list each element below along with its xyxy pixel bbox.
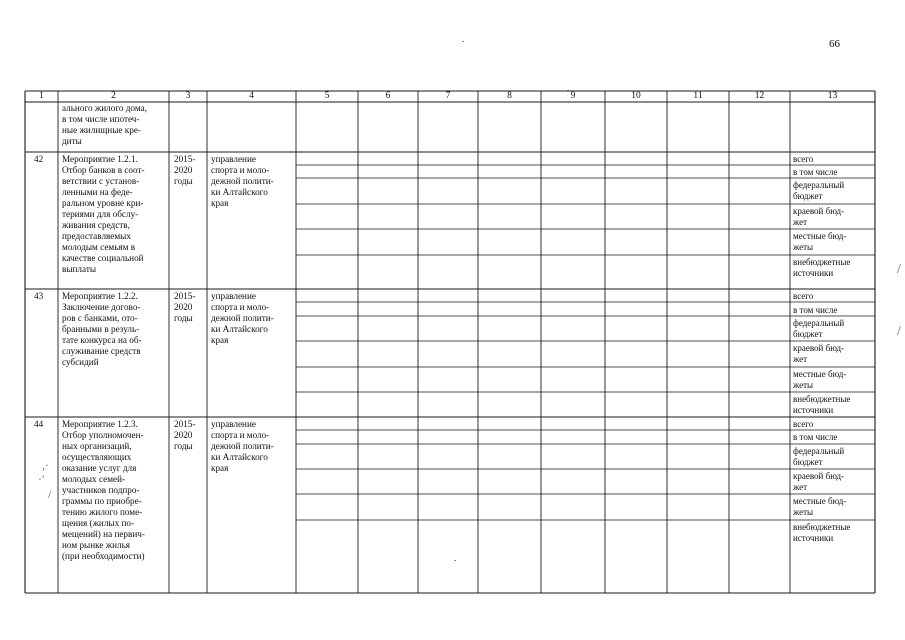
executor-line: управление bbox=[211, 419, 256, 429]
source-label: в том числе bbox=[793, 305, 838, 315]
source-label: федеральный bbox=[793, 446, 845, 456]
executor-line: спорта и моло- bbox=[211, 430, 270, 440]
row-number: 43 bbox=[34, 291, 44, 301]
measure-name-line: териями для обслу- bbox=[62, 209, 139, 219]
measure-name-line: ветствии с установ- bbox=[62, 176, 140, 186]
margin-mark: / bbox=[48, 487, 52, 501]
measure-name-line: молодых семей- bbox=[62, 474, 126, 484]
measure-name-line: (при необходимости) bbox=[62, 551, 145, 561]
measure-name-line: Мероприятие 1.2.2. bbox=[62, 291, 138, 301]
header-cell: 3 bbox=[185, 91, 191, 101]
header-cell: 13 bbox=[827, 91, 838, 101]
row-number: 42 bbox=[34, 154, 44, 164]
source-label: внебюджетные bbox=[793, 522, 851, 532]
page-number: 66 bbox=[829, 38, 840, 50]
source-label: жеты bbox=[793, 242, 814, 252]
period-line: годы bbox=[174, 176, 193, 186]
header-cell: 10 bbox=[631, 91, 641, 101]
executor-line: края bbox=[211, 335, 229, 345]
measure-name-line: Заключение догово- bbox=[62, 302, 141, 312]
source-label: источники bbox=[793, 533, 834, 543]
period-line: годы bbox=[174, 313, 193, 323]
source-label: бюджет bbox=[793, 329, 823, 339]
source-label: в том числе bbox=[793, 167, 838, 177]
source-label: жеты bbox=[793, 507, 814, 517]
continuation-line: ального жилого дома, bbox=[62, 103, 147, 113]
measure-name-line: осуществляющих bbox=[62, 452, 132, 462]
measure-name-line: граммы по приобре- bbox=[62, 496, 142, 506]
header-cell: 12 bbox=[754, 91, 765, 101]
header-cell: 8 bbox=[507, 91, 512, 101]
period-line: 2020 bbox=[174, 430, 193, 440]
source-label: в том числе bbox=[793, 432, 838, 442]
source-label: источники bbox=[793, 405, 834, 415]
source-label: источники bbox=[793, 268, 834, 278]
header-cell: 6 bbox=[385, 91, 391, 101]
measure-name-line: предоставляемых bbox=[62, 231, 131, 241]
source-label: всего bbox=[793, 291, 814, 301]
measure-name-line: субсидий bbox=[62, 357, 99, 367]
measure-name-line: качестве социальной bbox=[62, 253, 144, 263]
measure-name-line: тате конкурса на об- bbox=[62, 335, 142, 345]
header-cell: 9 bbox=[570, 91, 576, 101]
source-label: жет bbox=[793, 482, 808, 492]
header-cell: 11 bbox=[693, 91, 703, 101]
measure-name-line: Отбор уполномочен- bbox=[62, 430, 144, 440]
source-label: бюджет bbox=[793, 457, 823, 467]
measure-name-line: Отбор банков в соот- bbox=[62, 165, 145, 175]
period-line: 2015- bbox=[174, 154, 196, 164]
measure-name-line: ров с банками, ото- bbox=[62, 313, 138, 323]
measure-name-line: Мероприятие 1.2.1. bbox=[62, 154, 138, 164]
measure-name-line: молодым семьям в bbox=[62, 242, 136, 252]
header-cell: 1 bbox=[39, 91, 44, 101]
executor-line: спорта и моло- bbox=[211, 165, 270, 175]
source-label: внебюджетные bbox=[793, 394, 851, 404]
executor-line: управление bbox=[211, 154, 256, 164]
header-cell: 2 bbox=[111, 91, 116, 101]
measure-name-line: живания средств, bbox=[62, 220, 130, 230]
period-line: 2020 bbox=[174, 165, 193, 175]
executor-line: края bbox=[211, 463, 229, 473]
measure-name-line: ных организаций, bbox=[62, 441, 132, 451]
measure-name-line: участников подпро- bbox=[62, 485, 140, 495]
source-label: краевой бюд- bbox=[793, 471, 845, 481]
period-line: 2015- bbox=[174, 419, 196, 429]
measure-name-line: служивание средств bbox=[62, 346, 141, 356]
source-label: жет bbox=[793, 354, 808, 364]
continuation-line: диты bbox=[62, 136, 82, 146]
margin-mark: / bbox=[897, 262, 901, 277]
source-label: федеральный bbox=[793, 180, 845, 190]
source-label: всего bbox=[793, 419, 814, 429]
margin-mark: ·′ bbox=[38, 472, 45, 486]
measure-name-line: тению жилого поме- bbox=[62, 507, 143, 517]
period-line: годы bbox=[174, 441, 193, 451]
source-label: бюджет bbox=[793, 191, 823, 201]
source-label: жет bbox=[793, 217, 808, 227]
measure-name-line: ленными на феде- bbox=[62, 187, 133, 197]
measure-name-line: Мероприятие 1.2.3. bbox=[62, 419, 138, 429]
measure-name-line: ном рынке жилья bbox=[62, 540, 131, 550]
continuation-line: в том числе ипотеч- bbox=[62, 114, 140, 124]
margin-mark: / bbox=[897, 324, 901, 339]
executor-line: дежной полити- bbox=[211, 176, 274, 186]
executor-line: дежной полити- bbox=[211, 441, 274, 451]
executor-line: ки Алтайского bbox=[211, 452, 268, 462]
source-label: внебюджетные bbox=[793, 257, 851, 267]
measure-name-line: мещений) на первич- bbox=[62, 529, 145, 539]
period-line: 2020 bbox=[174, 302, 193, 312]
measure-name-line: выплаты bbox=[62, 264, 97, 274]
row-number: 44 bbox=[34, 419, 44, 429]
header-cell: 7 bbox=[445, 91, 451, 101]
source-label: всего bbox=[793, 154, 814, 164]
measure-name-line: щения (жилых по- bbox=[62, 518, 135, 528]
source-label: краевой бюд- bbox=[793, 206, 845, 216]
executor-line: управление bbox=[211, 291, 256, 301]
source-label: жеты bbox=[793, 380, 814, 390]
period-line: 2015- bbox=[174, 291, 196, 301]
measure-name-line: ральном уровне кри- bbox=[62, 198, 144, 208]
measure-name-line: оказание услуг для bbox=[62, 463, 137, 473]
source-label: федеральный bbox=[793, 318, 845, 328]
executor-line: ки Алтайского bbox=[211, 324, 268, 334]
continuation-line: ные жилищные кре- bbox=[62, 125, 141, 135]
source-label: местные бюд- bbox=[793, 369, 847, 379]
executor-line: ки Алтайского bbox=[211, 187, 268, 197]
source-label: местные бюд- bbox=[793, 231, 847, 241]
source-label: краевой бюд- bbox=[793, 343, 845, 353]
header-cell: 5 bbox=[324, 91, 330, 101]
measure-name-line: бранными в резуль- bbox=[62, 324, 140, 334]
executor-line: дежной полити- bbox=[211, 313, 274, 323]
executor-line: края bbox=[211, 198, 229, 208]
header-cell: 4 bbox=[249, 91, 254, 101]
executor-line: спорта и моло- bbox=[211, 302, 270, 312]
source-label: местные бюд- bbox=[793, 496, 847, 506]
margin-mark: ,· bbox=[42, 458, 49, 472]
